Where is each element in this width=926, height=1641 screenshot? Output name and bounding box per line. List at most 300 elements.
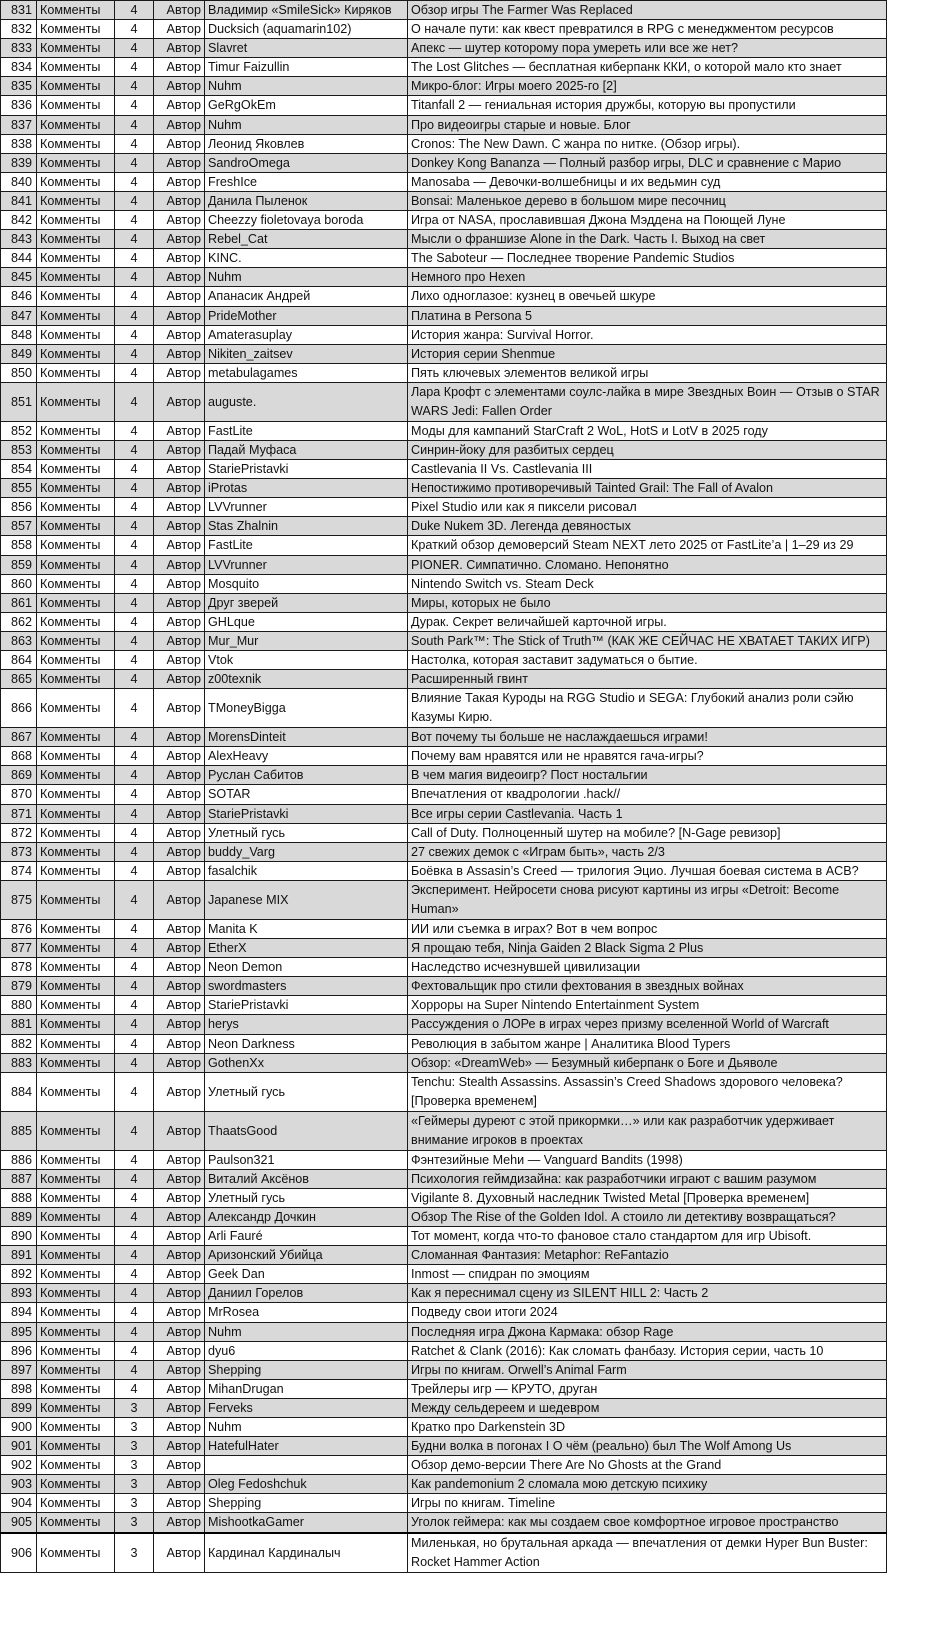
row-number-cell[interactable]: 879 <box>1 977 37 996</box>
role-cell[interactable]: Автор <box>154 880 205 919</box>
author-cell[interactable]: Japanese MIX <box>205 880 408 919</box>
role-cell[interactable]: Автор <box>154 1284 205 1303</box>
role-cell[interactable]: Автор <box>154 1418 205 1437</box>
type-cell[interactable]: Комменты <box>37 1322 115 1341</box>
type-cell[interactable]: Комменты <box>37 1169 115 1188</box>
type-cell[interactable]: Комменты <box>37 460 115 479</box>
row-number-cell[interactable]: 851 <box>1 382 37 421</box>
type-cell[interactable]: Комменты <box>37 996 115 1015</box>
author-cell[interactable]: Улетный гусь <box>205 1188 408 1207</box>
score-cell[interactable]: 4 <box>115 421 154 440</box>
author-cell[interactable]: swordmasters <box>205 977 408 996</box>
role-cell[interactable]: Автор <box>154 1398 205 1417</box>
title-cell[interactable]: The Saboteur — Последнее творение Pandemic Studios <box>408 249 887 268</box>
type-cell[interactable]: Комменты <box>37 1341 115 1360</box>
title-cell[interactable]: Революция в забытом жанре | Аналитика Blood Typers <box>408 1034 887 1053</box>
author-cell[interactable]: Nuhm <box>205 115 408 134</box>
author-cell[interactable]: KINC. <box>205 249 408 268</box>
title-cell[interactable]: Как я переснимал сцену из SILENT HILL 2: Часть 2 <box>408 1284 887 1303</box>
title-cell[interactable]: Bonsai: Маленькое дерево в большом мире песочниц <box>408 191 887 210</box>
author-cell[interactable]: ThaatsGood <box>205 1111 408 1150</box>
score-cell[interactable]: 3 <box>115 1398 154 1417</box>
score-cell[interactable]: 4 <box>115 1 154 20</box>
author-cell[interactable]: Geek Dan <box>205 1265 408 1284</box>
author-cell[interactable]: Timur Faizullin <box>205 58 408 77</box>
author-cell[interactable]: Stas Zhalnin <box>205 517 408 536</box>
score-cell[interactable]: 4 <box>115 230 154 249</box>
role-cell[interactable]: Автор <box>154 1169 205 1188</box>
author-cell[interactable]: StariePristavki <box>205 996 408 1015</box>
title-cell[interactable]: Трейлеры игр — КРУТО, друган <box>408 1379 887 1398</box>
score-cell[interactable]: 4 <box>115 306 154 325</box>
score-cell[interactable]: 4 <box>115 249 154 268</box>
score-cell[interactable]: 4 <box>115 651 154 670</box>
title-cell[interactable]: Психология геймдизайна: как разработчики играют с вашим разумом <box>408 1169 887 1188</box>
author-cell[interactable]: iProtas <box>205 479 408 498</box>
author-cell[interactable]: Arli Fauré <box>205 1227 408 1246</box>
score-cell[interactable]: 4 <box>115 440 154 459</box>
row-number-cell[interactable]: 839 <box>1 153 37 172</box>
role-cell[interactable]: Автор <box>154 77 205 96</box>
role-cell[interactable]: Автор <box>154 747 205 766</box>
title-cell[interactable]: Микро-блог: Игры моего 2025-го [2] <box>408 77 887 96</box>
score-cell[interactable]: 4 <box>115 880 154 919</box>
score-cell[interactable]: 4 <box>115 823 154 842</box>
score-cell[interactable]: 4 <box>115 612 154 631</box>
role-cell[interactable]: Автор <box>154 785 205 804</box>
role-cell[interactable]: Автор <box>154 134 205 153</box>
author-cell[interactable]: Shepping <box>205 1494 408 1513</box>
author-cell[interactable]: MishootkaGamer <box>205 1513 408 1533</box>
title-cell[interactable]: «Геймеры дуреют с этой прикормки…» или как разработчик удерживает внимание игроков в проектах <box>408 1111 887 1150</box>
role-cell[interactable]: Автор <box>154 153 205 172</box>
type-cell[interactable]: Комменты <box>37 382 115 421</box>
row-number-cell[interactable]: 891 <box>1 1246 37 1265</box>
score-cell[interactable]: 4 <box>115 785 154 804</box>
title-cell[interactable]: Наследство исчезнувшей цивилизации <box>408 958 887 977</box>
row-number-cell[interactable]: 835 <box>1 77 37 96</box>
score-cell[interactable]: 4 <box>115 1360 154 1379</box>
row-number-cell[interactable]: 837 <box>1 115 37 134</box>
type-cell[interactable]: Комменты <box>37 1437 115 1456</box>
row-number-cell[interactable]: 869 <box>1 766 37 785</box>
title-cell[interactable]: Donkey Kong Bananza — Полный разбор игры, DLC и сравнение с Марио <box>408 153 887 172</box>
author-cell[interactable]: Аризонский Убийца <box>205 1246 408 1265</box>
type-cell[interactable]: Комменты <box>37 115 115 134</box>
author-cell[interactable]: Nikiten_zaitsev <box>205 344 408 363</box>
type-cell[interactable]: Комменты <box>37 268 115 287</box>
role-cell[interactable]: Автор <box>154 1360 205 1379</box>
row-number-cell[interactable]: 842 <box>1 211 37 230</box>
row-number-cell[interactable]: 875 <box>1 880 37 919</box>
type-cell[interactable]: Комменты <box>37 1207 115 1226</box>
title-cell[interactable]: Duke Nukem 3D. Легенда девяностых <box>408 517 887 536</box>
role-cell[interactable]: Автор <box>154 39 205 58</box>
type-cell[interactable]: Комменты <box>37 612 115 631</box>
type-cell[interactable]: Комменты <box>37 536 115 555</box>
title-cell[interactable]: Тот момент, когда что-то фановое стало стандартом для игр Ubisoft. <box>408 1227 887 1246</box>
score-cell[interactable]: 4 <box>115 268 154 287</box>
score-cell[interactable]: 4 <box>115 747 154 766</box>
row-number-cell[interactable]: 838 <box>1 134 37 153</box>
row-number-cell[interactable]: 889 <box>1 1207 37 1226</box>
score-cell[interactable]: 4 <box>115 1379 154 1398</box>
role-cell[interactable]: Автор <box>154 479 205 498</box>
title-cell[interactable]: Сломанная Фантазия: Metaphor: ReFantazio <box>408 1246 887 1265</box>
role-cell[interactable]: Автор <box>154 58 205 77</box>
role-cell[interactable]: Автор <box>154 1379 205 1398</box>
title-cell[interactable]: Вот почему ты больше не наслаждаешься играми! <box>408 728 887 747</box>
role-cell[interactable]: Автор <box>154 1188 205 1207</box>
title-cell[interactable]: В чем магия видеоигр? Пост ностальгии <box>408 766 887 785</box>
role-cell[interactable]: Автор <box>154 1494 205 1513</box>
title-cell[interactable]: Почему вам нравятся или не нравятся гача-игры? <box>408 747 887 766</box>
role-cell[interactable]: Автор <box>154 555 205 574</box>
author-cell[interactable]: FreshIce <box>205 172 408 191</box>
role-cell[interactable]: Автор <box>154 1322 205 1341</box>
type-cell[interactable]: Комменты <box>37 1111 115 1150</box>
author-cell[interactable]: Ferveks <box>205 1398 408 1417</box>
role-cell[interactable]: Автор <box>154 172 205 191</box>
role-cell[interactable]: Автор <box>154 612 205 631</box>
role-cell[interactable]: Автор <box>154 1437 205 1456</box>
type-cell[interactable]: Комменты <box>37 517 115 536</box>
role-cell[interactable]: Автор <box>154 728 205 747</box>
score-cell[interactable]: 4 <box>115 958 154 977</box>
role-cell[interactable]: Автор <box>154 574 205 593</box>
type-cell[interactable]: Комменты <box>37 766 115 785</box>
score-cell[interactable]: 3 <box>115 1494 154 1513</box>
title-cell[interactable]: Между сельдереем и шедевром <box>408 1398 887 1417</box>
score-cell[interactable]: 4 <box>115 1150 154 1169</box>
type-cell[interactable]: Комменты <box>37 1246 115 1265</box>
score-cell[interactable]: 4 <box>115 1284 154 1303</box>
role-cell[interactable]: Автор <box>154 939 205 958</box>
type-cell[interactable]: Комменты <box>37 1494 115 1513</box>
row-number-cell[interactable]: 890 <box>1 1227 37 1246</box>
row-number-cell[interactable]: 861 <box>1 593 37 612</box>
title-cell[interactable]: Игра от NASA, прославившая Джона Мэддена на Поющей Луне <box>408 211 887 230</box>
author-cell[interactable]: Nuhm <box>205 1322 408 1341</box>
row-number-cell[interactable]: 854 <box>1 460 37 479</box>
author-cell[interactable]: Улетный гусь <box>205 1072 408 1111</box>
type-cell[interactable]: Комменты <box>37 172 115 191</box>
role-cell[interactable]: Автор <box>154 1341 205 1360</box>
author-cell[interactable]: AlexHeavy <box>205 747 408 766</box>
role-cell[interactable]: Автор <box>154 804 205 823</box>
row-number-cell[interactable]: 847 <box>1 306 37 325</box>
title-cell[interactable]: Castlevania II Vs. Castlevania III <box>408 460 887 479</box>
type-cell[interactable]: Комменты <box>37 1284 115 1303</box>
row-number-cell[interactable]: 857 <box>1 517 37 536</box>
role-cell[interactable]: Автор <box>154 958 205 977</box>
role-cell[interactable]: Автор <box>154 823 205 842</box>
role-cell[interactable]: Автор <box>154 268 205 287</box>
score-cell[interactable]: 4 <box>115 1265 154 1284</box>
score-cell[interactable]: 4 <box>115 115 154 134</box>
score-cell[interactable]: 4 <box>115 153 154 172</box>
row-number-cell[interactable]: 892 <box>1 1265 37 1284</box>
score-cell[interactable]: 3 <box>115 1475 154 1494</box>
type-cell[interactable]: Комменты <box>37 58 115 77</box>
role-cell[interactable]: Автор <box>154 861 205 880</box>
role-cell[interactable]: Автор <box>154 593 205 612</box>
score-cell[interactable]: 4 <box>115 1207 154 1226</box>
row-number-cell[interactable]: 831 <box>1 1 37 20</box>
score-cell[interactable]: 4 <box>115 1111 154 1150</box>
score-cell[interactable]: 4 <box>115 363 154 382</box>
title-cell[interactable]: История серии Shenmue <box>408 344 887 363</box>
type-cell[interactable]: Комменты <box>37 1015 115 1034</box>
type-cell[interactable]: Комменты <box>37 823 115 842</box>
role-cell[interactable]: Автор <box>154 1207 205 1226</box>
title-cell[interactable]: Эксперимент. Нейросети снова рисуют картины из игры «Detroit: Become Human» <box>408 880 887 919</box>
role-cell[interactable]: Автор <box>154 306 205 325</box>
row-number-cell[interactable]: 859 <box>1 555 37 574</box>
type-cell[interactable]: Комменты <box>37 1150 115 1169</box>
author-cell[interactable]: SOTAR <box>205 785 408 804</box>
author-cell[interactable]: Rebel_Cat <box>205 230 408 249</box>
type-cell[interactable]: Комменты <box>37 344 115 363</box>
title-cell[interactable]: Впечатления от квадрологии .hack// <box>408 785 887 804</box>
role-cell[interactable]: Автор <box>154 344 205 363</box>
title-cell[interactable]: Vigilante 8. Духовный наследник Twisted Metal [Проверка временем] <box>408 1188 887 1207</box>
role-cell[interactable]: Автор <box>154 20 205 39</box>
author-cell[interactable]: EtherX <box>205 939 408 958</box>
title-cell[interactable]: Мысли о франшизе Alone in the Dark. Часть I. Выход на свет <box>408 230 887 249</box>
role-cell[interactable]: Автор <box>154 1111 205 1150</box>
score-cell[interactable]: 4 <box>115 977 154 996</box>
title-cell[interactable]: Игры по книгам. Timeline <box>408 1494 887 1513</box>
row-number-cell[interactable]: 887 <box>1 1169 37 1188</box>
score-cell[interactable]: 3 <box>115 1533 154 1573</box>
score-cell[interactable]: 4 <box>115 939 154 958</box>
type-cell[interactable]: Комменты <box>37 1265 115 1284</box>
title-cell[interactable]: Миленькая, но брутальная аркада — впечатления от демки Hyper Bun Buster: Rocket Hammer Action <box>408 1533 887 1573</box>
row-number-cell[interactable]: 855 <box>1 479 37 498</box>
author-cell[interactable]: MrRosea <box>205 1303 408 1322</box>
type-cell[interactable]: Комменты <box>37 574 115 593</box>
type-cell[interactable]: Комменты <box>37 153 115 172</box>
title-cell[interactable]: Как pandemonium 2 сломала мою детскую психику <box>408 1475 887 1494</box>
score-cell[interactable]: 4 <box>115 517 154 536</box>
row-number-cell[interactable]: 848 <box>1 325 37 344</box>
score-cell[interactable]: 4 <box>115 172 154 191</box>
row-number-cell[interactable]: 903 <box>1 1475 37 1494</box>
type-cell[interactable]: Комменты <box>37 747 115 766</box>
row-number-cell[interactable]: 894 <box>1 1303 37 1322</box>
score-cell[interactable]: 4 <box>115 134 154 153</box>
role-cell[interactable]: Автор <box>154 631 205 650</box>
author-cell[interactable] <box>205 1456 408 1475</box>
author-cell[interactable]: Кардинал Кардиналыч <box>205 1533 408 1573</box>
score-cell[interactable]: 4 <box>115 861 154 880</box>
title-cell[interactable]: Платина в Persona 5 <box>408 306 887 325</box>
author-cell[interactable]: LVVrunner <box>205 555 408 574</box>
title-cell[interactable]: South Park™: The Stick of Truth™ (КАК ЖЕ СЕЙЧАС НЕ ХВАТАЕТ ТАКИХ ИГР) <box>408 631 887 650</box>
row-number-cell[interactable]: 881 <box>1 1015 37 1034</box>
type-cell[interactable]: Комменты <box>37 670 115 689</box>
title-cell[interactable]: История жанра: Survival Horror. <box>408 325 887 344</box>
type-cell[interactable]: Комменты <box>37 651 115 670</box>
type-cell[interactable]: Комменты <box>37 440 115 459</box>
author-cell[interactable]: GHLque <box>205 612 408 631</box>
role-cell[interactable]: Автор <box>154 996 205 1015</box>
type-cell[interactable]: Комменты <box>37 1227 115 1246</box>
title-cell[interactable]: Синрин-йоку для разбитых сердец <box>408 440 887 459</box>
title-cell[interactable]: Cronos: The New Dawn. С жанра по нитке. (Обзор игры). <box>408 134 887 153</box>
score-cell[interactable]: 4 <box>115 1322 154 1341</box>
role-cell[interactable]: Автор <box>154 1533 205 1573</box>
role-cell[interactable]: Автор <box>154 670 205 689</box>
author-cell[interactable]: Апанасик Андрей <box>205 287 408 306</box>
row-number-cell[interactable]: 834 <box>1 58 37 77</box>
author-cell[interactable]: Nuhm <box>205 268 408 287</box>
type-cell[interactable]: Комменты <box>37 1072 115 1111</box>
author-cell[interactable]: Slavret <box>205 39 408 58</box>
row-number-cell[interactable]: 896 <box>1 1341 37 1360</box>
row-number-cell[interactable]: 871 <box>1 804 37 823</box>
title-cell[interactable]: Немного про Hexen <box>408 268 887 287</box>
type-cell[interactable]: Комменты <box>37 1053 115 1072</box>
row-number-cell[interactable]: 844 <box>1 249 37 268</box>
author-cell[interactable]: dyu6 <box>205 1341 408 1360</box>
row-number-cell[interactable]: 904 <box>1 1494 37 1513</box>
type-cell[interactable]: Комменты <box>37 1475 115 1494</box>
type-cell[interactable]: Комменты <box>37 1034 115 1053</box>
row-number-cell[interactable]: 860 <box>1 574 37 593</box>
author-cell[interactable]: TMoneyBigga <box>205 689 408 728</box>
type-cell[interactable]: Комменты <box>37 363 115 382</box>
score-cell[interactable]: 4 <box>115 996 154 1015</box>
role-cell[interactable]: Автор <box>154 440 205 459</box>
title-cell[interactable]: Обзор: «DreamWeb» — Безумный киберпанк о Боге и Дьяволе <box>408 1053 887 1072</box>
title-cell[interactable]: Обзор The Rise of the Golden Idol. А стоило ли детективу возвращаться? <box>408 1207 887 1226</box>
role-cell[interactable]: Автор <box>154 382 205 421</box>
author-cell[interactable]: HatefulHater <box>205 1437 408 1456</box>
row-number-cell[interactable]: 905 <box>1 1513 37 1533</box>
score-cell[interactable]: 4 <box>115 287 154 306</box>
title-cell[interactable]: Я прощаю тебя, Ninja Gaiden 2 Black Sigma 2 Plus <box>408 939 887 958</box>
type-cell[interactable]: Комменты <box>37 785 115 804</box>
score-cell[interactable]: 4 <box>115 1188 154 1207</box>
author-cell[interactable]: FastLite <box>205 536 408 555</box>
row-number-cell[interactable]: 840 <box>1 172 37 191</box>
title-cell[interactable]: О начале пути: как квест превратился в RPG с менеджментом ресурсов <box>408 20 887 39</box>
row-number-cell[interactable]: 870 <box>1 785 37 804</box>
type-cell[interactable]: Комменты <box>37 593 115 612</box>
role-cell[interactable]: Автор <box>154 766 205 785</box>
role-cell[interactable]: Автор <box>154 249 205 268</box>
row-number-cell[interactable]: 836 <box>1 96 37 115</box>
author-cell[interactable]: Александр Дочкин <box>205 1207 408 1226</box>
title-cell[interactable]: Лихо одноглазое: кузнец в овечьей шкуре <box>408 287 887 306</box>
row-number-cell[interactable]: 888 <box>1 1188 37 1207</box>
type-cell[interactable]: Комменты <box>37 1188 115 1207</box>
row-number-cell[interactable]: 846 <box>1 287 37 306</box>
type-cell[interactable]: Комменты <box>37 1360 115 1379</box>
title-cell[interactable]: Непостижимо противоречивый Tainted Grail: The Fall of Avalon <box>408 479 887 498</box>
author-cell[interactable]: GeRgOkEm <box>205 96 408 115</box>
type-cell[interactable]: Комменты <box>37 861 115 880</box>
title-cell[interactable]: Настолка, которая заставит задуматься о бытие. <box>408 651 887 670</box>
score-cell[interactable]: 4 <box>115 1015 154 1034</box>
role-cell[interactable]: Автор <box>154 421 205 440</box>
score-cell[interactable]: 4 <box>115 1053 154 1072</box>
score-cell[interactable]: 4 <box>115 1303 154 1322</box>
author-cell[interactable]: z00texnik <box>205 670 408 689</box>
row-number-cell[interactable]: 901 <box>1 1437 37 1456</box>
score-cell[interactable]: 4 <box>115 96 154 115</box>
row-number-cell[interactable]: 902 <box>1 1456 37 1475</box>
role-cell[interactable]: Автор <box>154 1 205 20</box>
title-cell[interactable]: Влияние Такая Куроды на RGG Studio и SEGA: Глубокий анализ роли сэйю Казумы Кирю. <box>408 689 887 728</box>
row-number-cell[interactable]: 877 <box>1 939 37 958</box>
score-cell[interactable]: 4 <box>115 498 154 517</box>
author-cell[interactable]: Amaterasuplay <box>205 325 408 344</box>
score-cell[interactable]: 3 <box>115 1437 154 1456</box>
row-number-cell[interactable]: 885 <box>1 1111 37 1150</box>
type-cell[interactable]: Комменты <box>37 1398 115 1417</box>
type-cell[interactable]: Комменты <box>37 20 115 39</box>
role-cell[interactable]: Автор <box>154 115 205 134</box>
title-cell[interactable]: Titanfall 2 — гениальная история дружбы, которую вы пропустили <box>408 96 887 115</box>
score-cell[interactable]: 4 <box>115 382 154 421</box>
author-cell[interactable]: Manita K <box>205 919 408 938</box>
score-cell[interactable]: 4 <box>115 39 154 58</box>
role-cell[interactable]: Автор <box>154 96 205 115</box>
score-cell[interactable]: 4 <box>115 77 154 96</box>
score-cell[interactable]: 4 <box>115 211 154 230</box>
author-cell[interactable]: FastLite <box>205 421 408 440</box>
author-cell[interactable]: Руслан Сабитов <box>205 766 408 785</box>
title-cell[interactable]: Боёвка в Assasin’s Creed — трилогия Эцио. Лучшая боевая система в ACB? <box>408 861 887 880</box>
title-cell[interactable]: Nintendo Switch vs. Steam Deck <box>408 574 887 593</box>
row-number-cell[interactable]: 868 <box>1 747 37 766</box>
row-number-cell[interactable]: 883 <box>1 1053 37 1072</box>
row-number-cell[interactable]: 878 <box>1 958 37 977</box>
title-cell[interactable]: Моды для кампаний StarCraft 2 WoL, HotS и LotV в 2025 году <box>408 421 887 440</box>
title-cell[interactable]: Ratchet & Clank (2016): Как сломать фанбазу. История серии, часть 10 <box>408 1341 887 1360</box>
role-cell[interactable]: Автор <box>154 1265 205 1284</box>
author-cell[interactable]: LVVrunner <box>205 498 408 517</box>
row-number-cell[interactable]: 863 <box>1 631 37 650</box>
row-number-cell[interactable]: 852 <box>1 421 37 440</box>
row-number-cell[interactable]: 884 <box>1 1072 37 1111</box>
row-number-cell[interactable]: 864 <box>1 651 37 670</box>
score-cell[interactable]: 4 <box>115 58 154 77</box>
title-cell[interactable]: Краткий обзор демоверсий Steam NEXT лето 2025 от FastLite’a | 1–29 из 29 <box>408 536 887 555</box>
role-cell[interactable]: Автор <box>154 1072 205 1111</box>
author-cell[interactable]: Mosquito <box>205 574 408 593</box>
author-cell[interactable]: Владимир «SmileSick» Киряков <box>205 1 408 20</box>
author-cell[interactable]: Nuhm <box>205 1418 408 1437</box>
row-number-cell[interactable]: 856 <box>1 498 37 517</box>
title-cell[interactable]: ИИ или съемка в играх? Вот в чем вопрос <box>408 919 887 938</box>
title-cell[interactable]: Уголок геймера: как мы создаем свое комфортное игровое пространство <box>408 1513 887 1533</box>
author-cell[interactable]: Vtok <box>205 651 408 670</box>
role-cell[interactable]: Автор <box>154 498 205 517</box>
row-number-cell[interactable]: 876 <box>1 919 37 938</box>
score-cell[interactable]: 4 <box>115 689 154 728</box>
score-cell[interactable]: 4 <box>115 842 154 861</box>
row-number-cell[interactable]: 899 <box>1 1398 37 1417</box>
score-cell[interactable]: 4 <box>115 1227 154 1246</box>
type-cell[interactable]: Комменты <box>37 880 115 919</box>
title-cell[interactable]: Обзор демо-версии There Are No Ghosts at the Grand <box>408 1456 887 1475</box>
role-cell[interactable]: Автор <box>154 536 205 555</box>
row-number-cell[interactable]: 843 <box>1 230 37 249</box>
